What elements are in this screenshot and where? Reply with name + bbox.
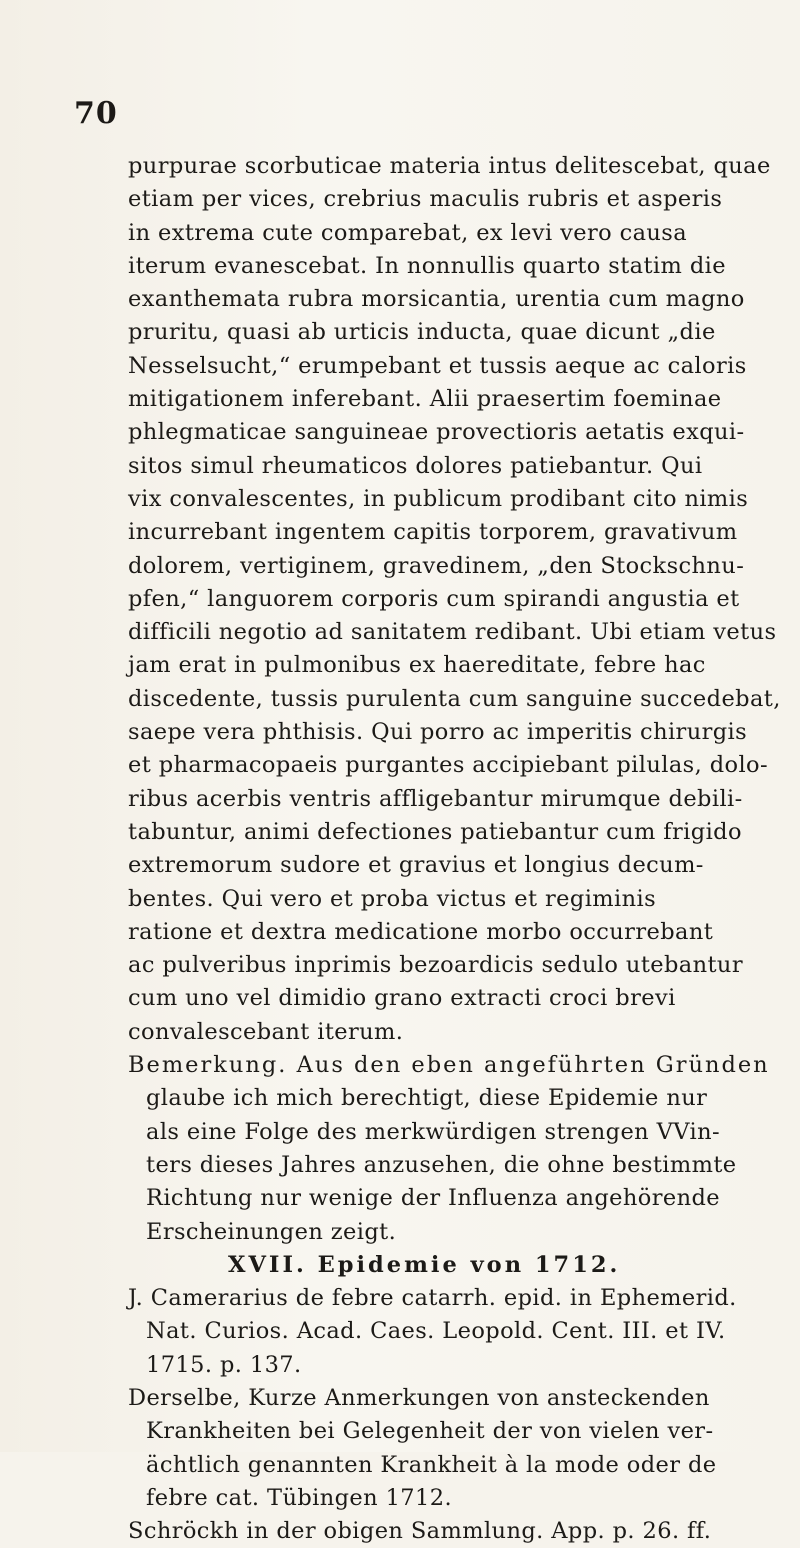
remark-line: Bemerkung. Aus den eben angeführten Gründen xyxy=(128,1052,770,1079)
reference-line: Krankheiten bei Gelegenheit der von vielen ver- xyxy=(146,1418,714,1445)
reference-line: Schröckh in der obigen Sammlung. App. p. 26. ff. xyxy=(128,1518,712,1545)
text-line: in extrema cute comparebat, ex levi vero causa xyxy=(128,219,688,246)
text-line: ribus acerbis ventris affligebantur mirumque debili- xyxy=(128,785,743,812)
text-line: Nesselsucht,“ erumpebant et tussis aeque ac caloris xyxy=(128,352,747,379)
text-line: pfen,“ languorem corporis cum spirandi angustia et xyxy=(128,585,740,612)
body-text xyxy=(128,150,781,1548)
text-line: extremorum sudore et gravius et longius decum- xyxy=(128,852,704,879)
text-line: iterum evanescebat. In nonnullis quarto statim die xyxy=(128,252,726,279)
text-line: mitigationem inferebant. Alii praesertim foeminae xyxy=(128,386,722,413)
text-line: ratione et dextra medicatione morbo occurrebant xyxy=(128,918,714,945)
text-line: pruritu, quasi ab urticis inducta, quae dicunt „die xyxy=(128,319,716,346)
remark-line: ters dieses Jahres anzusehen, die ohne bestimmte xyxy=(146,1151,737,1178)
text-line: discedente, tussis purulenta cum sanguine succedebat, xyxy=(128,685,781,712)
remark-line: glaube ich mich berechtigt, diese Epidemie nur xyxy=(146,1085,708,1112)
text-line: exanthemata rubra morsicantia, urentia cum magno xyxy=(128,286,745,313)
text-line: sitos simul rheumaticos dolores patiebantur. Qui xyxy=(128,452,703,479)
text-line: jam erat in pulmonibus ex haereditate, febre hac xyxy=(128,652,706,679)
reference-line: febre cat. Tübingen 1712. xyxy=(146,1484,452,1511)
section-heading: XVII. Epidemie von 1712. xyxy=(228,1251,621,1278)
reference-line: Nat. Curios. Acad. Caes. Leopold. Cent. III. et IV. xyxy=(146,1318,726,1345)
text-line: convalescebant iterum. xyxy=(128,1018,404,1045)
reference-line: ächtlich genannten Krankheit à la mode oder de xyxy=(146,1451,717,1478)
reference-line: 1715. p. 137. xyxy=(146,1351,302,1378)
text-line: phlegmaticae sanguineae provectioris aetatis exqui- xyxy=(128,419,745,446)
text-line: dolorem, vertiginem, gravedinem, „den Stockschnu- xyxy=(128,552,745,579)
text-line: vix convalescentes, in publicum prodibant cito nimis xyxy=(128,485,749,512)
text-line: bentes. Qui vero et proba victus et regiminis xyxy=(128,885,657,912)
text-line: tabuntur, animi defectiones patiebantur cum frigido xyxy=(128,818,742,845)
reference-line: Derselbe, Kurze Anmerkungen von ansteckenden xyxy=(128,1384,710,1411)
text-line: difficili negotio ad sanitatem redibant. Ubi etiam vetus xyxy=(128,619,777,646)
text-line: saepe vera phthisis. Qui porro ac imperitis chirurgis xyxy=(128,719,748,746)
text-line: incurrebant ingentem capitis torporem, gravativum xyxy=(128,519,738,546)
remark-line: Richtung nur wenige der Influenza angehörende xyxy=(146,1185,721,1212)
remark-line: Erscheinungen zeigt. xyxy=(146,1218,397,1245)
page-number: 70 xyxy=(74,96,118,131)
remark-line: als eine Folge des merkwürdigen strengen VVin- xyxy=(146,1118,721,1145)
text-line: et pharmacopaeis purgantes accipiebant pilulas, dolo- xyxy=(128,752,768,779)
text-line: purpurae scorbuticae materia intus delitescebat, quae xyxy=(128,153,771,179)
reference-line: J. Camerarius de febre catarrh. epid. in Ephemerid. xyxy=(128,1285,737,1312)
text-line: etiam per vices, crebrius maculis rubris et asperis xyxy=(128,186,723,213)
text-line: cum uno vel dimidio grano extracti croci brevi xyxy=(128,985,676,1012)
text-line: ac pulveribus inprimis bezoardicis sedulo utebantur xyxy=(128,952,743,979)
